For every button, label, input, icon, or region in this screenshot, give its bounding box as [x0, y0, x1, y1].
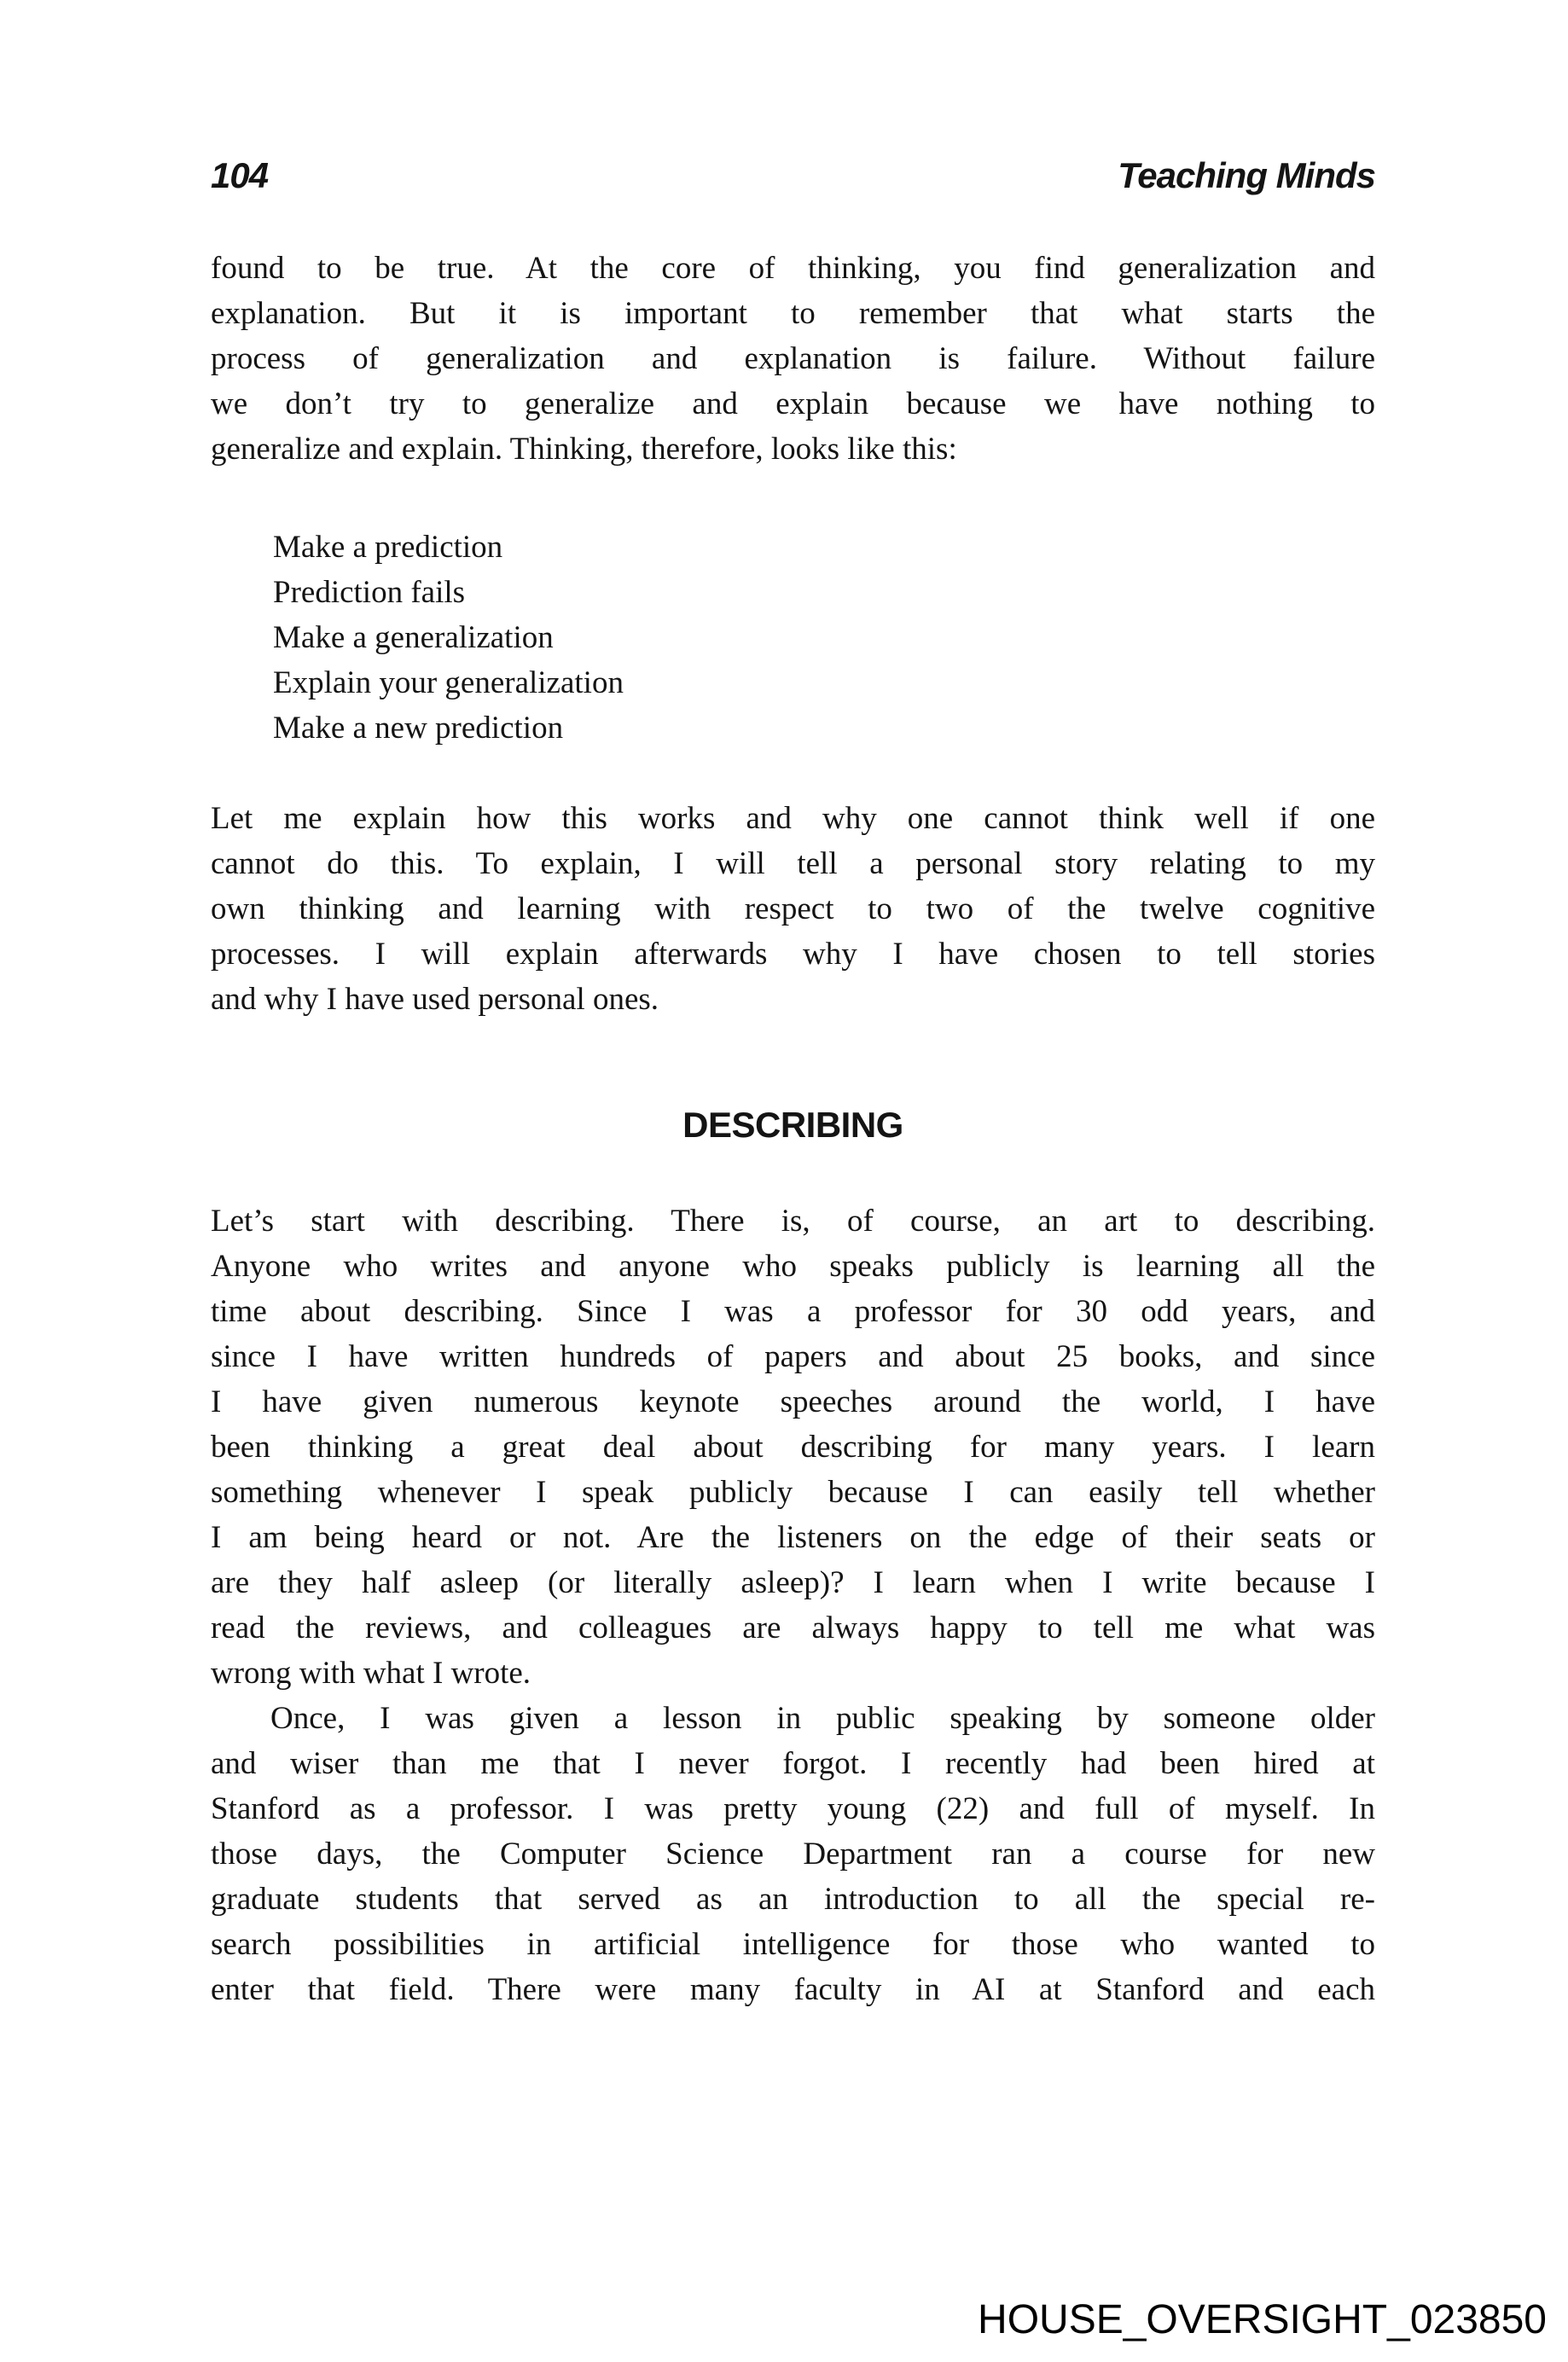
text-line: time about describing. Since I was a professor for 30 odd years, and [211, 1294, 1375, 1329]
text-line: generalize and explain. Thinking, therefore, looks like this: [211, 432, 957, 467]
text-line: since I have written hundreds of papers and about 25 books, and since [211, 1339, 1375, 1374]
text-line: search possibilities in artificial intelligence for those who wanted to [211, 1927, 1375, 1962]
text-line: Anyone who writes and anyone who speaks publicly is learning all the [211, 1249, 1375, 1284]
running-header [211, 157, 1375, 194]
text-line: Stanford as a professor. I was pretty young (22) and full of myself. In [211, 1791, 1375, 1826]
text-line: Make a new prediction [273, 711, 564, 746]
text-line: are they half asleep (or literally asleep)? I learn when I write because I [211, 1565, 1375, 1600]
text-line: graduate students that served as an introduction to all the special re- [211, 1882, 1375, 1917]
text-line: been thinking a great deal about describing for many years. I learn [211, 1430, 1375, 1465]
paragraph-stanford-story [211, 1696, 1375, 2012]
text-line: process of generalization and explanation is failure. Without failure [211, 341, 1375, 376]
paragraph-explain-how [211, 796, 1375, 1022]
paragraph-intro-thinking [211, 246, 1375, 472]
text-line: read the reviews, and colleagues are always happy to tell me what was [211, 1610, 1375, 1645]
text-line: wrong with what I wrote. [211, 1656, 531, 1691]
text-line: cannot do this. To explain, I will tell a personal story relating to my [211, 846, 1375, 881]
text-line: those days, the Computer Science Department ran a course for new [211, 1837, 1375, 1872]
text-line: Once, I was given a lesson in public speaking by someone older [270, 1701, 1375, 1736]
running-title: Teaching Minds [1118, 155, 1375, 195]
text-line: Make a prediction [273, 530, 503, 565]
bates-stamp: HOUSE_OVERSIGHT_023850 [978, 2297, 1547, 2342]
text-line: Explain your generalization [273, 665, 624, 700]
text-line: I am being heard or not. Are the listeners on the edge of their seats or [211, 1520, 1375, 1555]
text-line: we don’t try to generalize and explain because we have nothing to [211, 386, 1375, 421]
text-line: Let me explain how this works and why one cannot think well if one [211, 801, 1375, 836]
text-line: enter that field. There were many faculty in AI at Stanford and each [211, 1972, 1375, 2007]
text-line: own thinking and learning with respect to two of the twelve cognitive [211, 891, 1375, 926]
text-line: Make a generalization [273, 620, 554, 655]
text-line: and why I have used personal ones. [211, 982, 659, 1017]
thinking-steps-list [273, 525, 1375, 751]
text-line: explanation. But it is important to remember that what starts the [211, 296, 1375, 331]
page-number: 104 [211, 155, 269, 195]
text-line: processes. I will explain afterwards why I have chosen to tell stories [211, 937, 1375, 972]
text-line: I have given numerous keynote speeches around the world, I have [211, 1384, 1375, 1419]
body-text [211, 246, 1375, 2012]
text-line: Prediction fails [273, 575, 466, 610]
section-heading-describing: DESCRIBING [682, 1105, 903, 1145]
text-line: Let’s start with describing. There is, of course, an art to describing. [211, 1204, 1375, 1239]
text-line: found to be true. At the core of thinking, you find generalization and [211, 251, 1375, 286]
paragraph-start-describing [211, 1198, 1375, 1696]
text-line: and wiser than me that I never forgot. I recently had been hired at [211, 1746, 1375, 1781]
text-line: something whenever I speak publicly because I can easily tell whether [211, 1475, 1375, 1510]
